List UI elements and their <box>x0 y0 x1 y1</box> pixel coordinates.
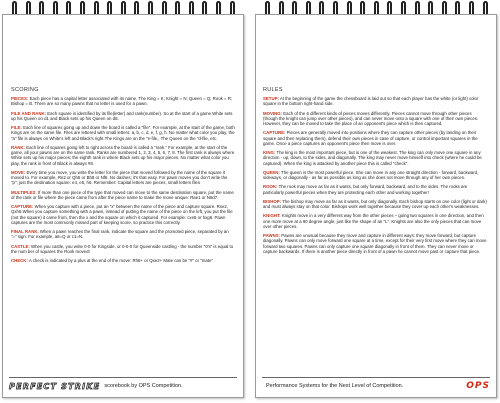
right-footer-caption: Performance Systems for the Next Level of Competition. <box>266 383 404 389</box>
rules-sections <box>263 96 487 258</box>
section-queen: QUEEN: The queen is the most powerful piece. She can move in any one straight direction - forward, backward, sideways, or diagonally - as far as possible as long as she does not move through any of her own pieces. <box>263 169 479 180</box>
section-multiples: MULTIPLES: If more than one piece of the type that moved can move to the same destination square, put the name of the rank or file where the piece came from after the piece name to make the move unique: Rae1 or N8d7. <box>11 189 234 200</box>
section-check: CHECK: A check is indicated by a plus at the end of the move: Rh8+ or Qxe2+ Mate can be "#" or "mate" <box>11 258 213 263</box>
section-king: KING: The king is the most important piece, but is one of the weakest. The king can only move one square in any direction - up, down, to the sides, and diagonally. The king may never move himself into check (where he could be captured). When the king is attacked by another piece this is called "check". <box>263 150 482 166</box>
section-bishop: BISHOP: The bishop may move as far as it wants, but only diagonally. Each bishop starts on one color (light or dark) and must always stay on that color. Bishops work well together because they cover up each other's weaknesses. <box>263 198 487 209</box>
section-pawns: PAWNS: Pawns are unusual because they move and capture in different ways: they move forward, but capture diagonally. Pawns can only move forward one square at a time, except for their very first move where they can move forward two squares. Pawns can only capture one square diagonally in front of them. They can never move or capture backwards. If there is another piece directly in front of a pawn he cannot move past or capture that piece. <box>263 233 487 254</box>
section-knight: KNIGHT: Knights move in a very different way from the other pieces – going two squares in one direction, and then one more move at a 90 degree angle, just like the shape of an "L". Knights are also the only pieces that can move over other pieces. <box>263 213 484 229</box>
section-moving: MOVING: Each of the 6 different kinds of pieces moves differently. Pieces cannot move through other pieces (though the knight can jump over other pieces), and can never move onto a square with one of their own pieces. However, they can be moved to take the place of an opponent's piece which is then captured. <box>263 110 479 126</box>
right-page <box>255 14 497 398</box>
section-pieces: PIECES: Each piece has a capital letter associated with its name. The King = K; Knight = N; Queen = Q; Rook = R; Bishop = B. There are so many pawns that no letter is used for a pawn. <box>11 96 233 107</box>
section-rook: ROOK: The rook may move as far as it wants, but only forward, backward, and to the sides. The rooks are particularly powerful pieces when they are protecting each other and working together! <box>263 184 468 195</box>
section-setup: SETUP: At the beginning of the game the chessboard is laid out so that each player has the white (or light) color square in the bottom right-hand side. <box>263 96 479 107</box>
scoring-sections <box>11 96 235 267</box>
right-page-heading: RULES <box>263 87 283 93</box>
perfect-strike-logo: PERFECT STRIKE <box>9 381 101 391</box>
section-final-rank: FINAL RANK. When a pawn reaches the final rank, indicate the square and the promoted piece, separated by an "=" sign. For example, a8=Q or c1=N. <box>11 229 229 240</box>
left-footer-divider <box>9 377 237 378</box>
left-footer <box>9 379 237 393</box>
section-castle: CASTLE: When you castle, you write 0-0 for Kingside, or 0-0-0 for Queenside castling - the number "0's" is equal to the num ber of squares the Rook moved! <box>11 243 234 254</box>
section-move: MOVE: Every time you move, you write the letter for the piece that moved followed by the name of the square it moved to. For example, Re2 or Qh5 or Bh8 or Nf6. No dashes; it's that easy. For pawn moves you don't write the "p"; just the destination square: e4, e5, h6. Remember: Capital letters are pieces, small letters files <box>11 169 228 186</box>
right-footer <box>262 379 490 393</box>
left-page-content <box>3 87 243 371</box>
right-page-content <box>256 87 496 371</box>
section-file-and-rank: FILE AND RANK: Each square is identified by its file(letter) and rank(number). So at the start of a game White sets up his Queen on d1 and Black sets up his Queen on d8. <box>11 110 233 121</box>
section-rank: RANK: Each line of squares going left to right across the board is called a "rank." For example, at the start of the game, all your pawns are on the same rank. Ranks are numbered 1, 2, 3, 4, 5, 6, 7, 8. The first rank is always where White sets up his major pieces; the eighth rank is where Black sets up his major pieces. No matter what color you play, the rank in front of Black is always #8. <box>11 144 235 166</box>
left-page-heading: SCORING <box>11 87 39 93</box>
section-capture: CAPTURE: When you capture with a piece, put an "x" between the name of the piece and capture square. Rxe2, Qxh5.When you capture something with a pawn, instead of putting the name of the piece on the left, you put the file (not the square) it came from, then the x and the square on which it captured. For example: cxe5 or hxg6. Pawn captures are the most commonly missed part of keeping score, so practice this correctly. <box>11 204 233 225</box>
left-footer-caption: scorebook by OPS Competition. <box>104 383 183 389</box>
right-footer-divider <box>262 377 490 378</box>
ops-logo: OPS <box>466 381 490 391</box>
section-file: FILE: Each line of squares going up and down the board is called a "file". For example, at the start of the game, both Kings are on the same file. Files are lettered with small letters: a, b, c, d, e, f, g, h. No matter what color you play, the "a" file is always on White's left and Black's right.The Kings are on the "e-file,, The Queen on the "d-file, etc. <box>11 125 235 141</box>
section-rules-capture: CAPTURE: Pieces are generally moved into positions where they can capture other pieces (by landing on their square and then replacing them), defend their own pieces in case of capture, or control important squares in the game. Once a piece captures an opponent's piece then move is over. <box>263 130 478 146</box>
left-page <box>2 14 244 398</box>
